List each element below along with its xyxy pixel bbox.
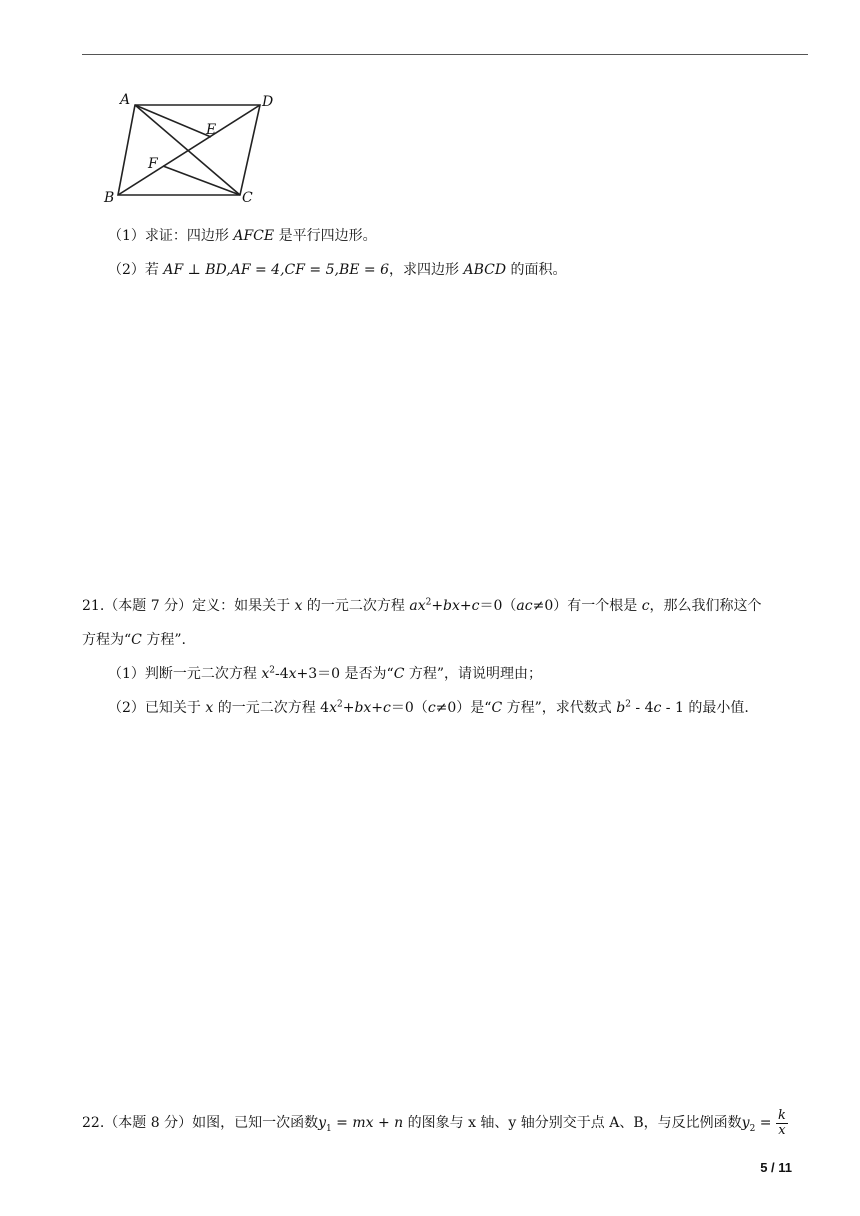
q22-sub: 1 xyxy=(326,1123,332,1134)
q20-part1 xyxy=(108,226,377,246)
q20-part1-prefix: （1）求证：四边形 xyxy=(108,228,234,244)
q22-fraction xyxy=(776,1109,788,1138)
q21-line2 xyxy=(82,630,186,650)
q21-p1-text: 方程”，请说明理由； xyxy=(404,666,543,682)
q22-frac-num: k xyxy=(777,1107,786,1123)
label-a: A xyxy=(120,92,131,108)
q20-part2 xyxy=(108,260,567,280)
q21-p1-text: （1）判断一元二次方程 xyxy=(108,666,262,682)
q21-p2-var: +bx+c xyxy=(342,700,391,716)
q22-var-y2: y xyxy=(741,1115,750,1131)
q21-p2-text: ≠0）是“ xyxy=(435,700,492,716)
q21-p1-text: -4 xyxy=(275,666,289,682)
q22-text: 22.（本题 8 分）如图，已知一次函数 xyxy=(82,1115,319,1131)
q21-p2-var: c xyxy=(653,700,662,716)
q21-text: 21.（本题 7 分）定义：如果关于 xyxy=(82,598,295,614)
q20-part2-prefix: （2）若 xyxy=(108,262,164,278)
q22-var-y1: y xyxy=(318,1115,326,1131)
q21-var-ac: ac xyxy=(516,598,533,614)
q21-text: 方程为“ xyxy=(82,632,132,648)
segment-cf xyxy=(163,166,240,195)
q21-eq-b: +bx+c xyxy=(431,598,480,614)
label-e: E xyxy=(206,122,217,138)
label-d: D xyxy=(262,94,274,110)
segment-ae xyxy=(135,105,211,137)
q21-text: 方程”. xyxy=(141,632,186,648)
q21-p1-var-C: C xyxy=(393,666,405,682)
parallelogram-figure xyxy=(100,90,280,210)
q21-line1 xyxy=(82,596,762,616)
q21-var-c: c xyxy=(641,598,650,614)
label-b: B xyxy=(104,190,115,206)
q21-part1 xyxy=(108,664,542,684)
q21-p2-var: b xyxy=(616,700,626,716)
q21-text: ，那么我们称这个 xyxy=(649,598,762,614)
q21-text: 的一元二次方程 xyxy=(302,598,410,614)
q22-eq: = mx + n xyxy=(331,1115,404,1131)
q21-p2-sup: 2 xyxy=(625,699,631,710)
q21-var-C: C xyxy=(131,632,142,648)
q20-part2-suffix: 的面积。 xyxy=(506,262,567,278)
q21-p2-var: x xyxy=(329,700,337,716)
q22-frac-den: x xyxy=(778,1122,786,1138)
q20-part2-mid: ，求四边形 xyxy=(389,262,464,278)
label-f: F xyxy=(148,156,158,172)
q21-p1-sup: 2 xyxy=(269,665,275,676)
q22-eq2: = xyxy=(755,1115,776,1131)
q21-var-x: x xyxy=(294,598,303,614)
q22-sub: 2 xyxy=(749,1123,756,1134)
q21-p2-text: - 4 xyxy=(630,700,654,716)
q21-p2-text: ＝0（ xyxy=(390,700,428,716)
q21-text: ＝0（ xyxy=(479,598,517,614)
label-c: C xyxy=(242,190,253,206)
segment-ac xyxy=(135,105,240,195)
q20-part1-math: AFCE xyxy=(233,228,275,244)
q21-p2-var: x xyxy=(205,700,214,716)
q21-p2-text: - 1 的最小值. xyxy=(661,700,749,716)
page-number: 5 / 11 xyxy=(760,1160,792,1175)
diagonal-bd xyxy=(118,105,260,195)
q22-text: 的图象与 x 轴、y 轴分别交于点 A、B，与反比例函数 xyxy=(403,1115,742,1131)
header-rule xyxy=(82,54,808,55)
q21-p2-text: 的一元二次方程 4 xyxy=(213,700,330,716)
q21-sup: 2 xyxy=(425,597,432,608)
q21-p1-var: x xyxy=(261,666,270,682)
q21-p2-var: c xyxy=(427,700,436,716)
q20-part2-math2: ABCD xyxy=(463,262,507,278)
q21-eq-a: ax xyxy=(409,598,426,614)
q21-p2-text: （2）已知关于 xyxy=(108,700,206,716)
q21-p2-var-C: C xyxy=(491,700,503,716)
q21-p2-text: 方程”，求代数式 xyxy=(502,700,617,716)
q20-part1-suffix: 是平行四边形。 xyxy=(274,228,377,244)
q21-text: ≠0）有一个根是 xyxy=(532,598,642,614)
q21-p2-sup: 2 xyxy=(336,699,343,710)
q21-p1-var: x xyxy=(288,666,297,682)
q21-p1-text: +3＝0 是否为“ xyxy=(296,666,394,682)
q22-line1 xyxy=(82,1108,788,1144)
q20-part2-math: AF ⊥ BD,AF = 4,CF = 5,BE = 6 xyxy=(163,262,389,278)
q21-part2 xyxy=(108,698,749,718)
